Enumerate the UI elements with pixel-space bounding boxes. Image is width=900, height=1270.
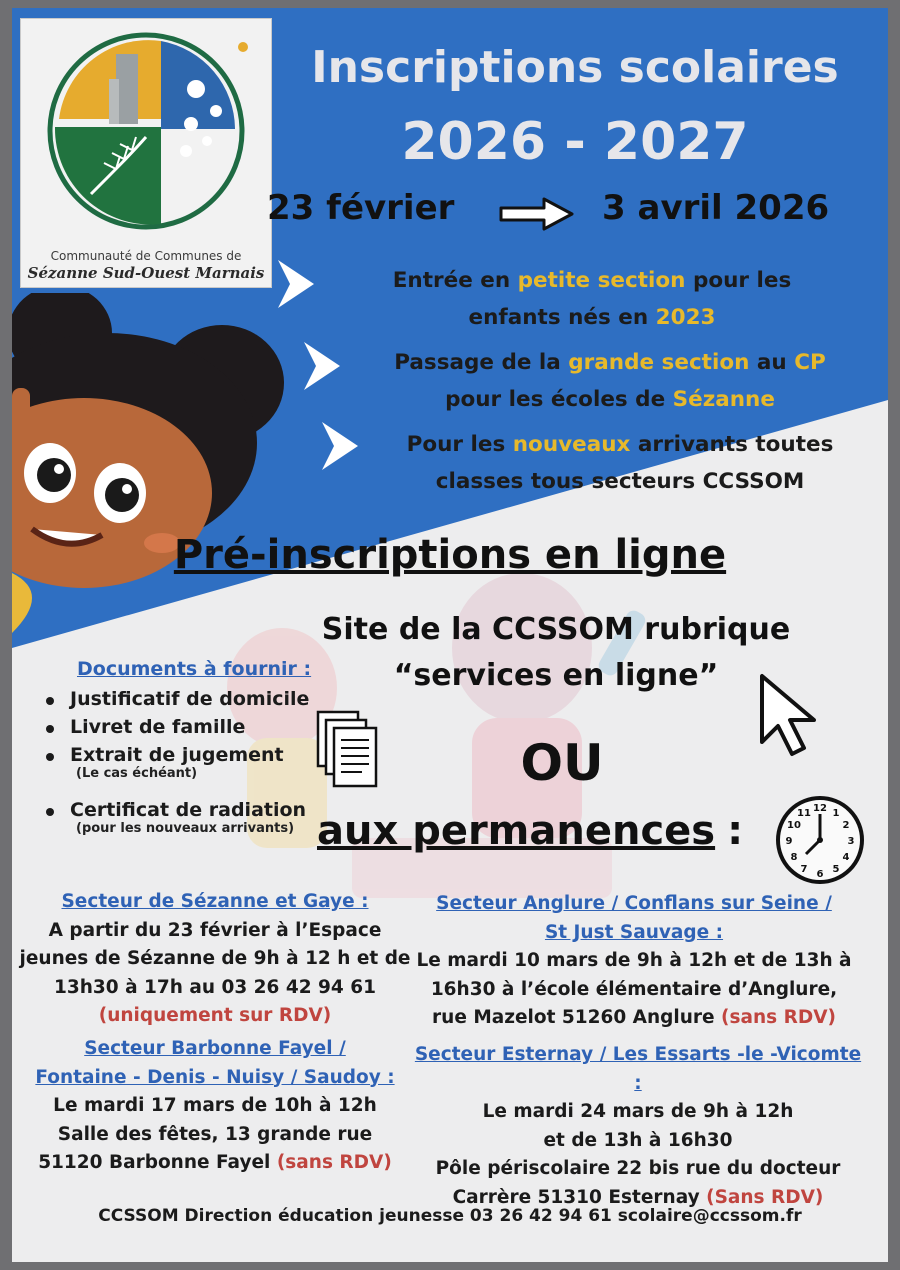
title-line2: 2026 - 2027: [401, 112, 749, 172]
chevron-right-icon: [302, 340, 342, 392]
svg-text:12: 12: [813, 803, 827, 814]
sector-title: Secteur de Sézanne et Gaye :: [61, 891, 369, 912]
permanences-heading: aux permanences :: [317, 808, 744, 854]
online-line2: “services en ligne”: [393, 658, 719, 693]
list-item: Justificatif de domicile: [40, 688, 309, 710]
cursor-icon: [756, 672, 826, 758]
sector-anglure: Secteur Anglure / Conflans sur Seine / St Just Sauvage : Le mardi 10 mars de 9h à 12h et de 13h à 16h30 à l’école élémentaire d’Anglure, rue Mazelot 51260 Anglure (sans RDV): [416, 893, 852, 1028]
svg-text:8: 8: [790, 852, 798, 863]
svg-text:1: 1: [832, 808, 840, 819]
right-arrow-icon: [498, 196, 576, 232]
online-line1: Site de la CCSSOM rubrique: [321, 612, 791, 647]
svg-text:6: 6: [816, 869, 824, 880]
svg-text:3: 3: [847, 836, 855, 847]
online-heading: Pré-inscriptions en ligne: [173, 532, 727, 578]
svg-text:2: 2: [842, 820, 850, 831]
footer-contact: CCSSOM Direction éducation jeunesse 03 26 42 94 61 scolaire@ccssom.fr: [98, 1206, 802, 1226]
sector-sezanne: Secteur de Sézanne et Gaye : A partir du 23 février à l’Espace jeunes de Sézanne de 9h à 12 h et de 13h30 à 17h au 03 26 42 94 61 (uniquement sur RDV): [18, 888, 412, 1031]
list-item: Certificat de radiation (pour les nouveaux arrivants): [40, 799, 309, 836]
svg-text:9: 9: [785, 836, 793, 847]
documents-icon: [314, 708, 380, 792]
documents-title: Documents à fournir :: [77, 658, 312, 680]
logo-caption-line1: Communauté de Communes de: [50, 249, 242, 263]
bullet-nouveaux-arrivants: Pour les nouveaux arrivants toutes classes tous secteurs CCSSOM: [406, 432, 834, 494]
date-end: 3 avril 2026: [602, 188, 830, 228]
logo: [20, 18, 272, 288]
svg-text:11: 11: [797, 808, 811, 819]
documents-list: [40, 688, 309, 836]
or-text: OU: [520, 734, 604, 792]
svg-text:4: 4: [842, 852, 850, 863]
svg-text:5: 5: [832, 864, 840, 875]
sector-esternay: Secteur Esternay / Les Essarts -le -Vicomte : Le mardi 24 mars de 9h à 12h et de 13h à 16h30 Pôle périscolaire 22 bis rue du docteur Carrère 51310 Esternay (Sans RDV): [414, 1044, 862, 1208]
chevron-right-icon: [320, 420, 360, 472]
logo-caption-line2: Sézanne Sud-Ouest Marnais: [27, 264, 265, 282]
svg-text:7: 7: [800, 864, 808, 875]
sector-barbonne: Secteur Barbonne Fayel / Fontaine - Denis - Nuisy / Saudoy : Le mardi 17 mars de 10h à 12h Salle des fêtes, 13 grande rue 51120 Barbonne Fayel (sans RDV): [35, 1038, 395, 1173]
bullet-grande-section: Passage de la grande section au CP pour les écoles de Sézanne: [394, 350, 826, 412]
girl-illustration: [12, 293, 292, 653]
flyer-page: [12, 8, 888, 1262]
bullet-petite-section: Entrée en petite section pour les enfants nés en 2023: [392, 268, 792, 330]
clock-icon: [774, 794, 866, 886]
date-start: 23 février: [267, 188, 455, 228]
logo-emblem: [21, 19, 271, 249]
title-line1: Inscriptions scolaires: [311, 42, 839, 93]
list-item: Livret de famille: [40, 716, 309, 738]
svg-text:10: 10: [787, 820, 801, 831]
list-item: Extrait de jugement (Le cas échéant): [40, 744, 309, 781]
